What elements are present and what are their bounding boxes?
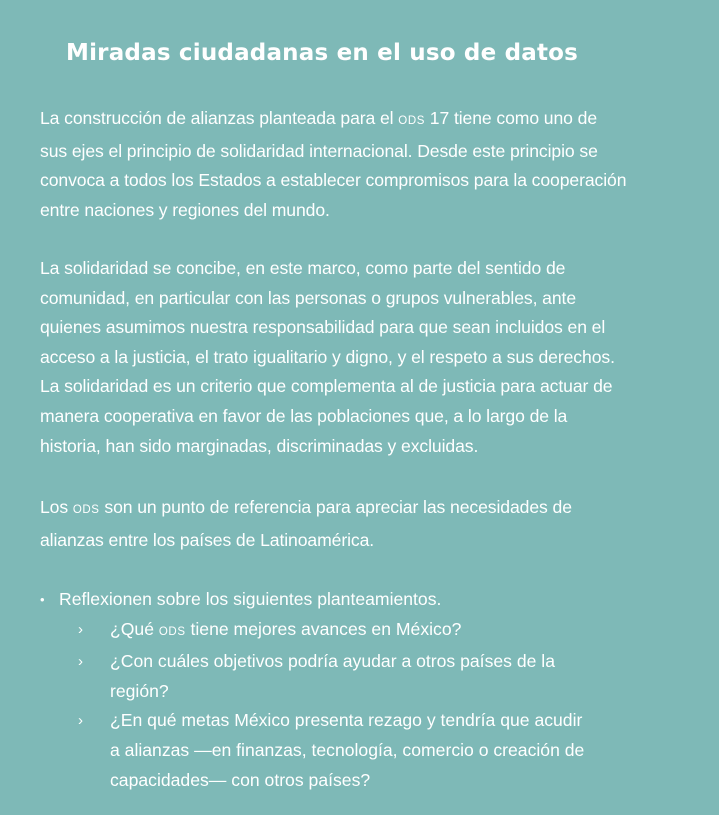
text-line: La solidaridad es un criterio que complementa al de justicia para actuar de xyxy=(40,376,613,397)
text-line: convoca a todos los Estados a establecer compromisos para la cooperación xyxy=(40,170,627,191)
text-line: región? xyxy=(110,680,169,701)
text-line: quienes asumimos nuestra responsabilidad para que sean incluidos en el xyxy=(40,317,606,338)
text-line: entre naciones y regiones del mundo. xyxy=(40,199,330,220)
text-line: La solidaridad se concibe, en este marco, como parte del sentido de xyxy=(40,258,566,278)
question-item xyxy=(40,706,584,795)
list-item xyxy=(40,585,584,795)
text-line: ¿En qué metas México presenta rezago y tendría que acudir xyxy=(110,710,583,731)
reflection-list xyxy=(40,585,584,795)
bullet-icon: • xyxy=(40,592,45,607)
section-title: Miradas ciudadanas en el uso de datos xyxy=(66,40,579,66)
ods-abbreviation: ODS xyxy=(72,504,100,516)
question-list xyxy=(40,615,584,796)
paragraph-solidarity xyxy=(40,254,710,461)
chevron-right-icon: › xyxy=(78,620,83,638)
chevron-right-icon: › xyxy=(78,712,83,730)
ods-abbreviation: ODS xyxy=(158,625,186,638)
text-line: manera cooperativa en favor de las poblaciones que, a lo largo de la xyxy=(40,405,568,426)
chevron-right-icon: › xyxy=(78,653,83,671)
list-item-text: Reflexionen sobre los siguientes planteamientos. xyxy=(59,589,442,609)
text-line: sus ejes el principio de solidaridad internacional. Desde este principio se xyxy=(40,140,598,161)
text-line: La construcción de alianzas planteada para el ODS 17 tiene como uno de xyxy=(40,108,598,128)
paragraph-ods-reference xyxy=(40,493,710,555)
text-line: a alianzas —en finanzas, tecnología, comercio o creación de xyxy=(110,739,585,760)
ods-abbreviation: ODS xyxy=(398,115,426,127)
paragraph-ods17-alliances xyxy=(40,104,710,225)
text-line: historia, han sido marginadas, discriminadas y excluidas. xyxy=(40,435,479,456)
text-line: comunidad, en particular con las personas o grupos vulnerables, ante xyxy=(40,287,577,308)
text-line: ¿Qué ODS tiene mejores avances en México? xyxy=(110,618,462,639)
text-line: capacidades— con otros países? xyxy=(110,769,371,790)
text-line: Los ODS son un punto de referencia para apreciar las necesidades de xyxy=(40,497,572,517)
question-item xyxy=(40,615,584,648)
text-line: ¿Con cuáles objetivos podría ayudar a otros países de la xyxy=(110,651,555,672)
question-item xyxy=(40,647,584,706)
text-line: alianzas entre los países de Latinoamérica. xyxy=(40,529,375,550)
text-line: acceso a la justicia, el trato igualitario y digno, y el respeto a sus derechos. xyxy=(40,346,615,367)
